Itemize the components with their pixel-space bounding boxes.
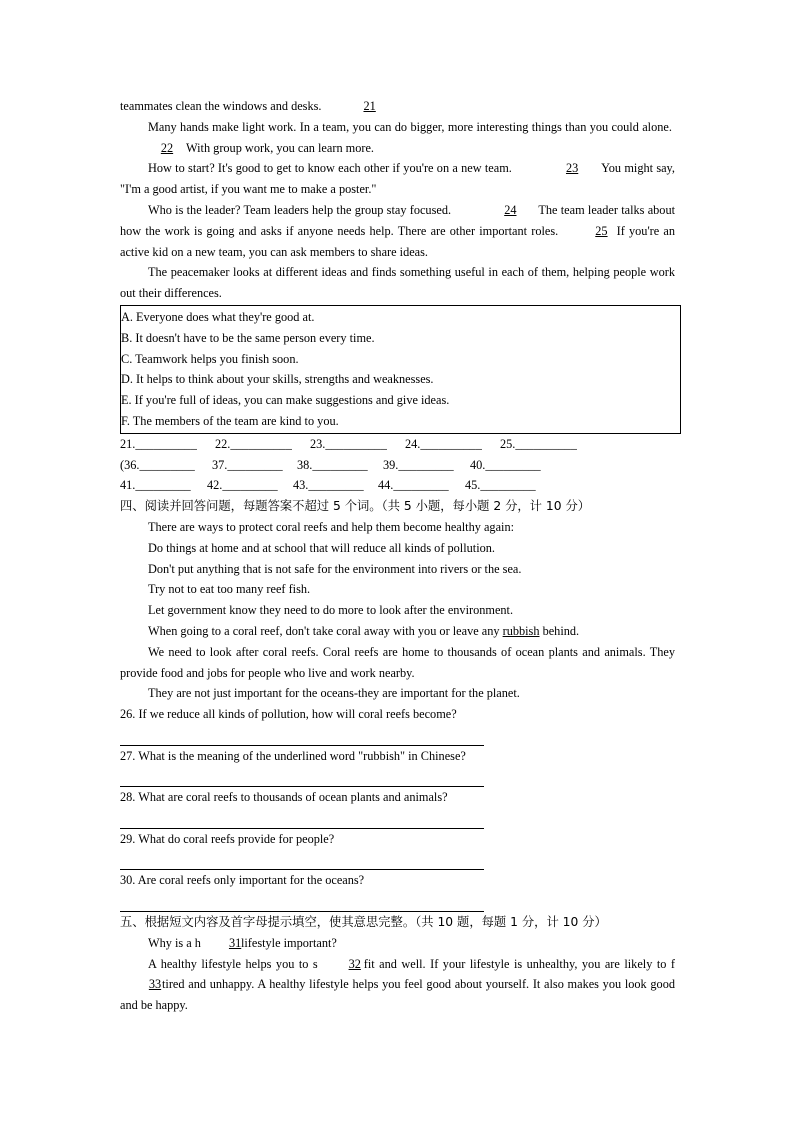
passage-text: The team leader talks about how the work is going and asks if anyone needs help. There are other important roles. — [120, 202, 676, 238]
lifestyle-paragraph — [120, 954, 675, 1016]
passage-text: behind. — [542, 623, 580, 638]
coral-paragraph: Let government know they need to do more to look after the environment. — [148, 603, 514, 618]
passage-text: You might say, "I'm a good artist, if you want me to make a poster." — [120, 161, 675, 197]
passage-text: When going to a coral reef, don't take coral away with you or leave any — [148, 623, 500, 638]
answer-row-36-40 — [120, 455, 675, 476]
passage-text: fit and well. If your lifestyle is unhealthy, you are likely to f — [363, 956, 675, 971]
answer-line-29[interactable] — [120, 850, 484, 871]
passage-text: tired and unhappy. A healthy lifestyle helps you feel good about yourself. It also makes you look good and be happy. — [120, 977, 675, 1013]
answer-slot[interactable]: 41._________ — [120, 478, 191, 493]
coral-paragraph: They are not just important for the oceans-they are important for the planet. — [148, 686, 520, 701]
passage-paragraph-24 — [120, 200, 675, 262]
option-b: B. It doesn't have to be the same person every time. — [121, 330, 375, 345]
passage-text: Who is the leader? Team leaders help the group stay focused. — [148, 202, 452, 217]
answer-row-41-45 — [120, 475, 675, 496]
passage-text: lifestyle important? — [240, 935, 337, 950]
passage-text: How to start? It's good to get to know each other if you're on a new team. — [148, 161, 512, 176]
option-e: E. If you're full of ideas, you can make suggestions and give ideas. — [121, 393, 450, 408]
blank-33[interactable]: 33 — [148, 977, 162, 992]
coral-paragraph: We need to look after coral reefs. Coral reefs are home to thousands of ocean plants and animals. They provide food and jobs for people who live and work nearby. — [120, 644, 675, 680]
question-27: 27. What is the meaning of the underlined word "rubbish" in Chinese? — [120, 748, 466, 763]
answer-line-26[interactable] — [120, 725, 484, 746]
passage-paragraph-22 — [120, 117, 675, 159]
answer-slot[interactable]: 42._________ — [207, 478, 278, 493]
answer-slot[interactable]: 37._________ — [212, 457, 283, 472]
blank-32[interactable]: 32 — [348, 956, 361, 971]
question-26: 26. If we reduce all kinds of pollution, how will coral reefs become? — [120, 707, 457, 722]
question-30: 30. Are coral reefs only important for the oceans? — [120, 873, 365, 888]
coral-paragraph: There are ways to protect coral reefs and help them become healthy again: — [148, 519, 515, 534]
blank-24[interactable]: 24 — [504, 202, 517, 217]
option-a: A. Everyone does what they're good at. — [121, 309, 315, 324]
answer-slot[interactable]: 45._________ — [465, 478, 536, 493]
passage-paragraph-23 — [120, 158, 675, 200]
answer-slot[interactable]: 23.__________ — [310, 436, 387, 451]
passage-paragraph-peacemaker: The peacemaker looks at different ideas and finds something useful in each of them, helping people work out their differences. — [120, 265, 675, 301]
answer-slot[interactable]: 40._________ — [470, 457, 541, 472]
coral-paragraph: Do things at home and at school that will reduce all kinds of pollution. — [148, 540, 495, 555]
answer-line-28[interactable] — [120, 808, 484, 829]
answer-slot[interactable]: 21.__________ — [120, 436, 197, 451]
passage-text: A healthy lifestyle helps you to s — [148, 956, 318, 971]
answer-slot[interactable]: 24.__________ — [405, 436, 482, 451]
answer-line-27[interactable] — [120, 767, 484, 788]
answer-slot[interactable]: 43._________ — [293, 478, 364, 493]
blank-22[interactable]: 22 — [160, 140, 174, 155]
worksheet-page — [120, 96, 675, 1016]
question-29: 29. What do coral reefs provide for people? — [120, 831, 335, 846]
answer-slot[interactable]: 22.__________ — [215, 436, 292, 451]
blank-21[interactable]: 21 — [363, 99, 376, 113]
passage-text: Many hands make light work. In a team, you can do bigger, more interesting things than you could alone. — [148, 119, 672, 134]
blank-31[interactable]: 31 — [228, 935, 242, 950]
coral-paragraph-rubbish — [120, 621, 675, 642]
passage-text: With group work, you can learn more. — [186, 140, 375, 155]
coral-paragraph: Don't put anything that is not safe for the environment into rivers or the sea. — [148, 561, 522, 576]
option-f: F. The members of the team are kind to you. — [121, 413, 339, 428]
passage-line-21 — [120, 96, 675, 117]
section-5-heading: 五、根据短文内容及首字母提示填空，使其意思完整。（共 10 题，每题 1 分，计 10 分） — [120, 915, 607, 930]
section-4-heading: 四、阅读并回答问题，每题答案不超过 5 个词。（共 5 小题，每小题 2 分，计 10 分） — [120, 499, 591, 514]
passage-text: teammates clean the windows and desks. — [120, 99, 322, 113]
lifestyle-question — [120, 933, 675, 954]
answer-slot[interactable]: 25.__________ — [500, 436, 577, 451]
answer-row-21-25 — [120, 434, 675, 455]
option-d: D. It helps to think about your skills, strengths and weaknesses. — [121, 372, 434, 387]
answer-slot[interactable]: 39._________ — [383, 457, 454, 472]
blank-23[interactable]: 23 — [565, 161, 579, 176]
answer-slot[interactable]: (36._________ — [120, 457, 195, 472]
question-28: 28. What are coral reefs to thousands of ocean plants and animals? — [120, 790, 448, 805]
answer-line-30[interactable] — [120, 891, 484, 912]
answer-slot[interactable]: 38._________ — [297, 457, 368, 472]
underlined-word-rubbish: rubbish — [502, 623, 540, 638]
coral-paragraph: Try not to eat too many reef fish. — [148, 582, 311, 597]
blank-25[interactable]: 25 — [595, 223, 608, 238]
answer-slot[interactable]: 44._________ — [378, 478, 449, 493]
passage-text: If you're an active kid on a new team, you can ask members to share ideas. — [120, 223, 676, 259]
passage-text: Why is a h — [148, 935, 201, 950]
option-c: C. Teamwork helps you finish soon. — [121, 351, 299, 366]
options-box — [120, 305, 681, 434]
